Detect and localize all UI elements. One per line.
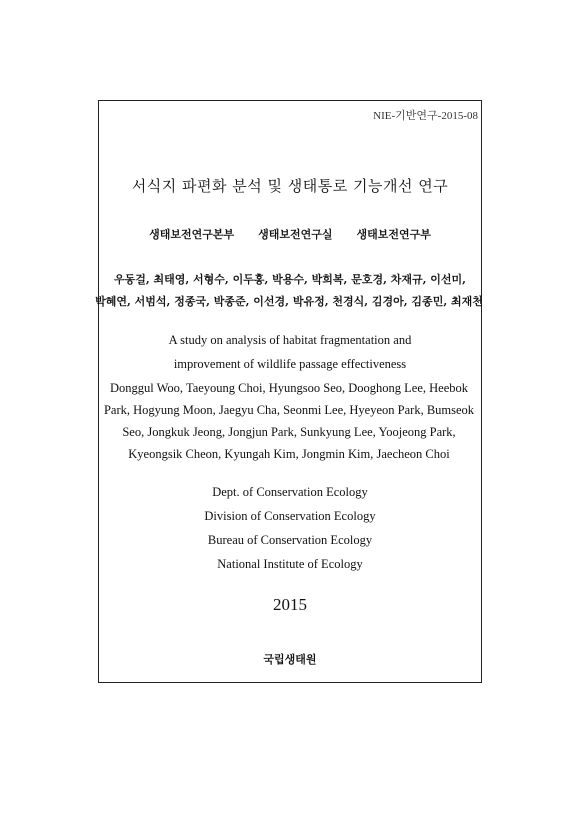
authors-english-line-3: Seo, Jongkuk Jeong, Jongjun Park, Sunkyung Lee, Yoojeong Park, [122,425,456,439]
affiliation-bureau: Bureau of Conservation Ecology [207,533,373,547]
title-english-line-1: A study on analysis of habitat fragmentation and [168,333,412,347]
publisher-korean: 국립생태원 [263,653,317,666]
publication-year: 2015 [273,595,307,614]
title-korean: 서식지 파편화 분석 및 생태통로 기능개선 연구 [131,177,449,195]
authors-korean-line-2: 박혜연, 서범석, 정종국, 박종준, 이선경, 박유정, 천경식, 김경아, 김종민, 최재천 [95,295,483,308]
affiliation-institute: National Institute of Ecology [217,557,363,571]
authors-english-line-2: Park, Hogyung Moon, Jaegyu Cha, Seonmi Lee, Hyeyeon Park, Bumseok [103,403,475,417]
report-code: NIE-기반연구-2015-08 [373,110,478,122]
title-page-frame [95,100,483,683]
authors-english-line-1: Donggul Woo, Taeyoung Choi, Hyungsoo Seo, Dooghong Lee, Heebok [109,381,469,395]
department-1: 생태보전연구본부 [149,228,235,241]
department-2: 생태보전연구실 [258,228,333,241]
departments-korean [99,226,481,242]
affiliation-dept: Dept. of Conservation Ecology [212,485,368,499]
department-3: 생태보전연구부 [356,228,431,241]
affiliation-division: Division of Conservation Ecology [204,509,376,523]
title-english-line-2: improvement of wildlife passage effectiveness [173,357,407,371]
authors-english-line-4: Kyeongsik Cheon, Kyungah Kim, Jongmin Kim, Jaecheon Choi [128,447,450,461]
authors-korean-line-1: 우동걸, 최태영, 서형수, 이두홍, 박용수, 박희복, 문호경, 차재규, 이선미, [113,273,466,286]
